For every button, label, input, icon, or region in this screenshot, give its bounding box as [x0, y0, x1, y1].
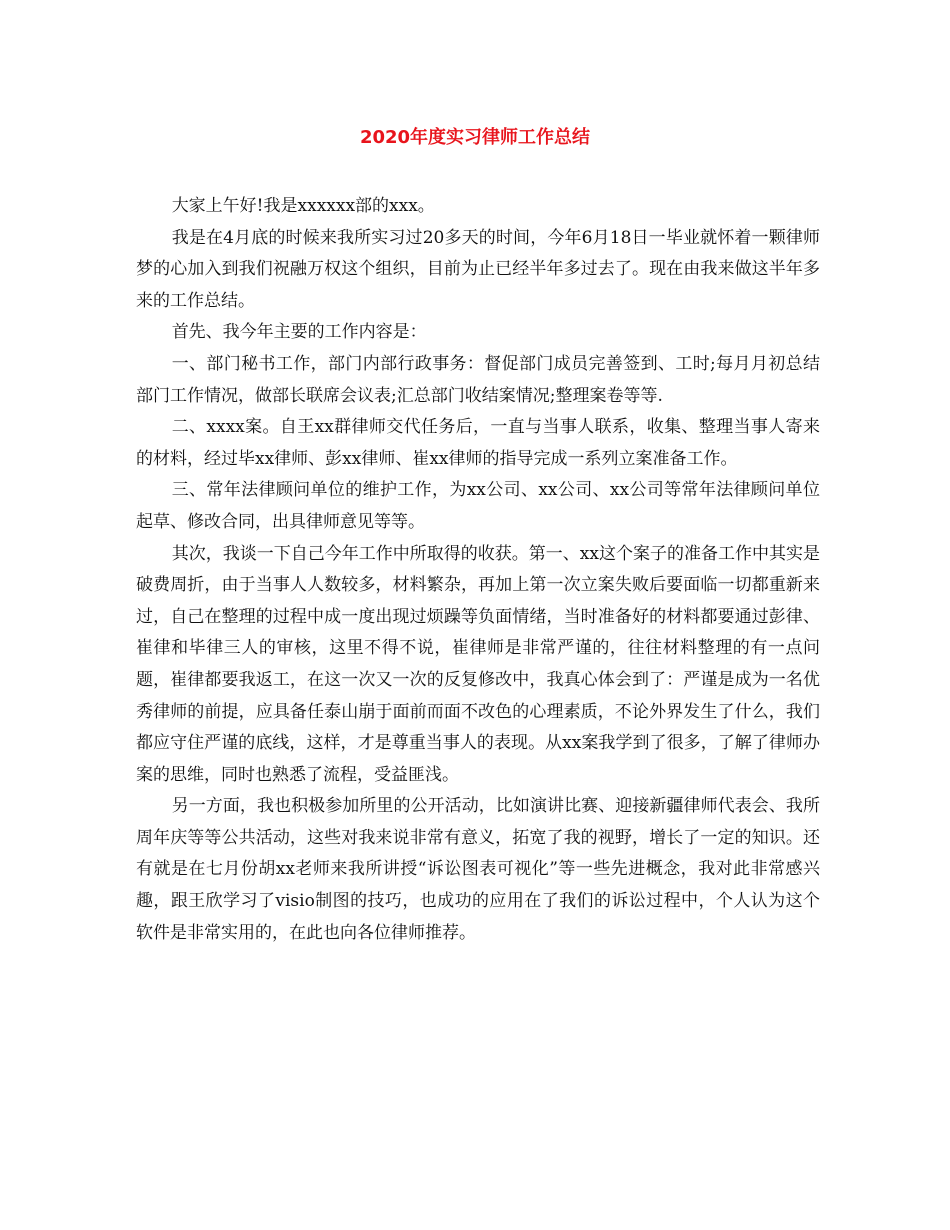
paragraph-gains: 其次，我谈一下自己今年工作中所取得的收获。第一、xx这个案子的准备工作中其实是破费周折，由于当事人人数较多，材料繁杂，再加上第一次立案失败后要面临一切都重新来过，自己在整理的过程中成一度出现过烦躁等负面情绪，当时准备好的材料都要通过彭律、崔律和毕律三人的审核，这里不得不说，崔律师是非常严谨的，往往材料整理的有一点问题，崔律都要我返工，在这一次又一次的反复修改中，我真心体会到了：严谨是成为一名优秀律师的前提，应具备任泰山崩于面前而面不改色的心理素质，不论外界发生了什么，我们都应守住严谨的底线，这样，才是尊重当事人的表现。从xx案我学到了很多，了解了律师办案的思维，同时也熟悉了流程，受益匪浅。	[136, 543, 820, 785]
paragraph-work-heading: 首先、我今年主要的工作内容是：	[171, 322, 427, 343]
paragraph-activities: 另一方面，我也积极参加所里的公开活动，比如演讲比赛、迎接新疆律师代表会、我所周年庆等等公共活动，这些对我来说非常有意义，拓宽了我的视野，增长了一定的知识。还有就是在七月份胡xx老师来我所讲授“诉讼图表可视化”等一些先进概念，我对此非常感兴趣，跟王欣学习了visio制图的技巧，也成功的应用在了我们的诉讼过程中，个人认为这个软件是非常实用的，在此也向各位律师推荐。	[136, 796, 820, 943]
paragraph-work-item-2: 二、xxxx案。自王xx群律师交代任务后，一直与当事人联系，收集、整理当事人寄来的材料，经过毕xx律师、彭xx律师、崔xx律师的指导完成一系列立案准备工作。	[136, 417, 820, 469]
paragraph-greeting: 大家上午好!我是xxxxxx部的xxx。	[171, 196, 435, 216]
document-body	[136, 191, 820, 949]
document-title: 2020年度实习律师工作总结	[359, 127, 591, 148]
paragraph-introduction: 我是在4月底的时候来我所实习过20多天的时间，今年6月18日一毕业就怀着一颗律师梦的心加入到我们祝融万权这个组织，目前为止已经半年多过去了。现在由我来做这半年多来的工作总结。	[136, 227, 820, 311]
paragraph-work-item-3: 三、常年法律顾问单位的维护工作，为xx公司、xx公司、xx公司等常年法律顾问单位起草、修改合同，出具律师意见等等。	[136, 480, 820, 532]
paragraph-work-item-1: 一、部门秘书工作，部门内部行政事务：督促部门成员完善签到、工时;每月月初总结部门工作情况，做部长联席会议表;汇总部门收结案情况;整理案卷等等.	[136, 353, 820, 406]
